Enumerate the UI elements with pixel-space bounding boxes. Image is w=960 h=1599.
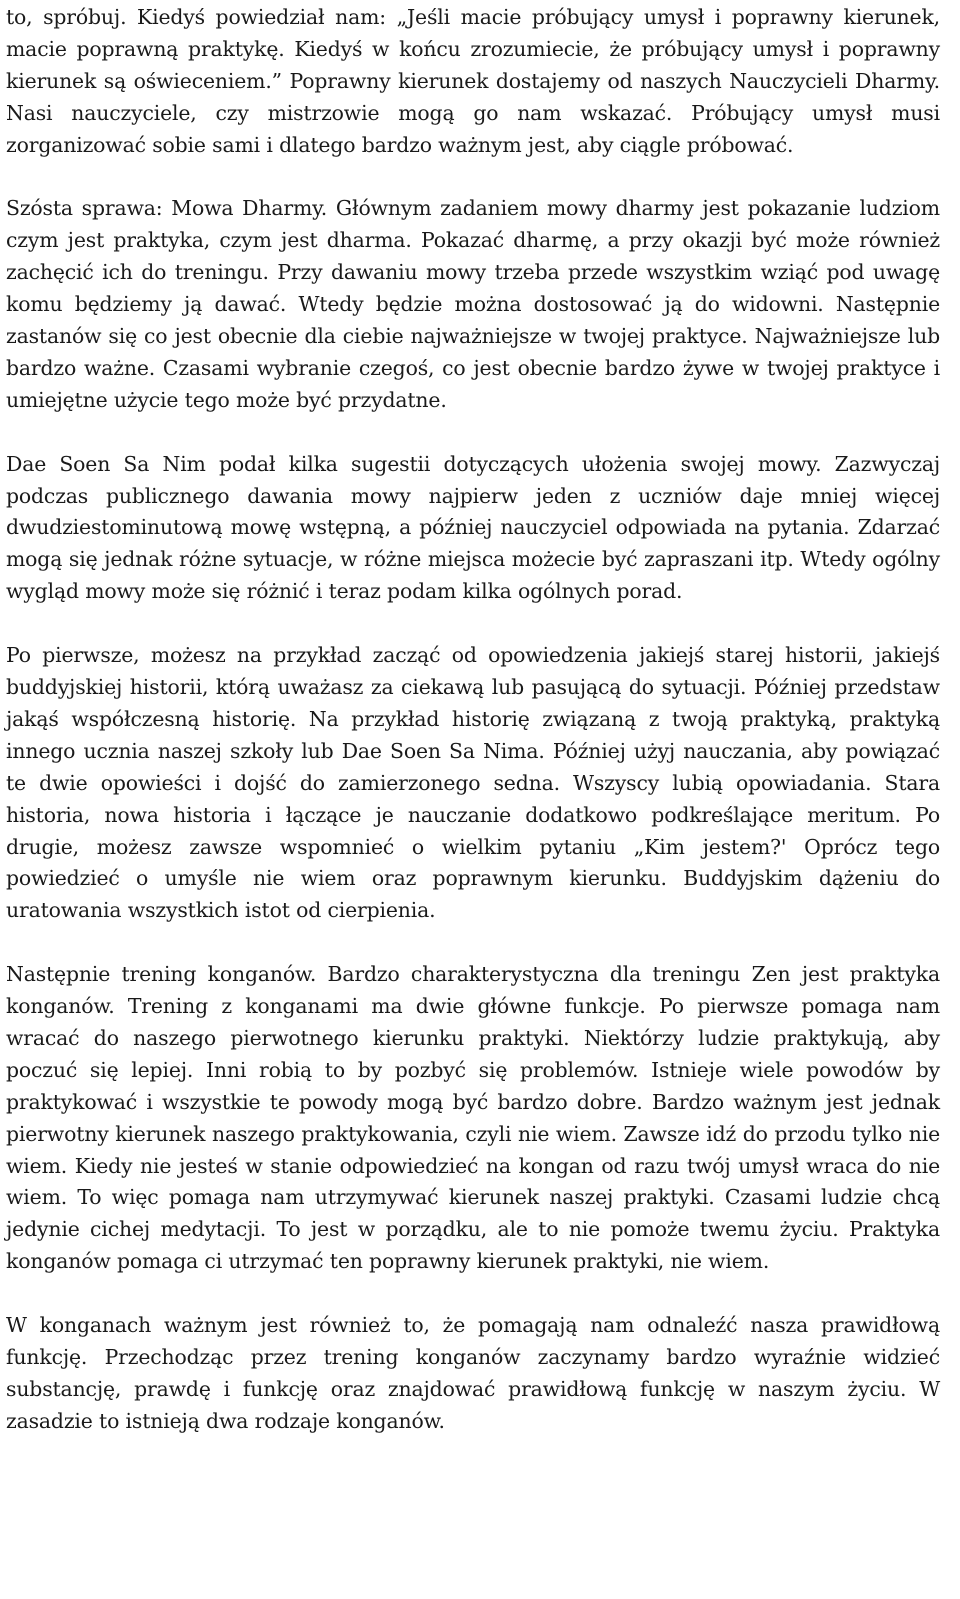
paragraph-5: Następnie trening konganów. Bardzo charakterystyczna dla treningu Zen jest praktyka konganów. Trening z konganami ma dwie główne funkcje. Po pierwsze pomaga nam wracać do naszego pierwotnego kierunku praktyki. Niektórzy ludzie praktykują, aby poczuć się lepiej. Inni robią to by pozbyć się problemów. Istnieje wiele powodów by praktykować i wszystkie te powody mogą być bardzo dobre. Bardzo ważnym jest jednak pierwotny kierunek naszego praktykowania, czyli nie wiem. Zawsze idź do przodu tylko nie wiem. Kiedy nie jesteś w stanie odpowiedzieć na kongan od razu twój umysł wraca do nie wiem. To więc pomaga nam utrzymywać kierunek naszej praktyki. Czasami ludzie chcą jedynie cichej medytacji. To jest w porządku, ale to nie pomoże twemu życiu. Praktyka konganów pomaga ci utrzymać ten poprawny kierunek praktyki, nie wiem. (6, 962, 940, 1274)
paragraph-6: W konganach ważnym jest również to, że pomagają nam odnaleźć nasza prawidłową funkcję. Przechodząc przez trening konganów zaczynamy bardzo wyraźnie widzieć substancję, prawdę i funkcję oraz znajdować prawidłową funkcję w naszym życiu. W zasadzie to istnieją dwa rodzaje konganów. (6, 1313, 940, 1433)
paragraph-2: Szósta sprawa: Mowa Dharmy. Głównym zadaniem mowy dharmy jest pokazanie ludziom czym jest praktyka, czym jest dharma. Pokazać dharmę, a przy okazji być może również zachęcić ich do treningu. Przy dawaniu mowy trzeba przede wszystkim wziąć pod uwagę komu będziemy ją dawać. Wtedy będzie można dostosować ją do widowni. Następnie zastanów się co jest obecnie dla ciebie najważniejsze w twojej praktyce. Najważniejsze lub bardzo ważne. Czasami wybranie czegoś, co jest obecnie bardzo żywe w twojej praktyce i umiejętne użycie tego może być przydatne. (6, 196, 940, 412)
paragraph-3: Dae Soen Sa Nim podał kilka sugestii dotyczących ułożenia swojej mowy. Zazwyczaj podczas publicznego dawania mowy najpierw jeden z uczniów daje mniej więcej dwudziestominutową mowę wstępną, a później nauczyciel odpowiada na pytania. Zdarzać mogą się jednak różne sytuacje, w różne miejsca możecie być zapraszani itp. Wtedy ogólny wygląd mowy może się różnić i teraz podam kilka ogólnych porad. (6, 451, 940, 604)
paragraph-1: to, spróbuj. Kiedyś powiedział nam: „Jeśli macie próbujący umysł i poprawny kierunek, macie poprawną praktykę. Kiedyś w końcu zrozumiecie, że próbujący umysł i poprawny kierunek są oświeceniem.” Poprawny kierunek dostajemy od naszych Nauczycieli Dharmy. Nasi nauczyciele, czy mistrzowie mogą go nam wskazać. Próbujący umysł musi zorganizować sobie sami i dlatego bardzo ważnym jest, aby ciągle próbować. (6, 5, 940, 157)
paragraph-4: Po pierwsze, możesz na przykład zacząć od opowiedzenia jakiejś starej historii, jakiejś buddyjskiej historii, którą uważasz za ciekawą lub pasującą do sytuacji. Później przedstaw jakąś współczesną historię. Na przykład historię związaną z twoją praktyką, praktyką innego ucznia naszej szkoły lub Dae Soen Sa Nima. Później użyj nauczania, aby powiązać te dwie opowieści i dojść do zamierzonego sedna. Wszyscy lubią opowiadania. Stara historia, nowa historia i łączące je nauczanie dodatkowo podkreślające meritum. Po drugie, możesz zawsze wspomnieć o wielkim pytaniu „Kim jestem?' Oprócz tego powiedzieć o umyśle nie wiem oraz poprawnym kierunku. Buddyjskim dążeniu do uratowania wszystkich istot od cierpienia. (6, 643, 940, 923)
